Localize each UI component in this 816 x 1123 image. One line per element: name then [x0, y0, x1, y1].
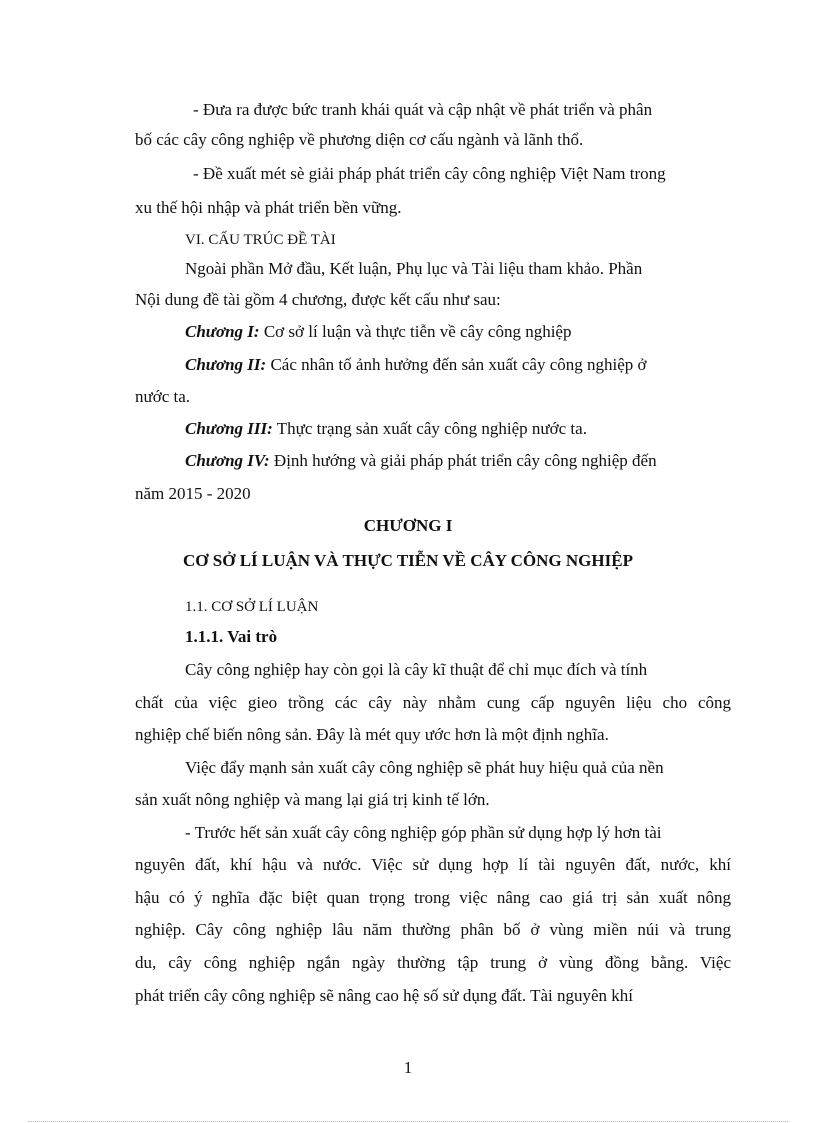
subsection-heading: 1.1.1. Vai trò [185, 627, 278, 646]
chapter-entry [185, 418, 587, 440]
page-number: 1 [403, 1058, 413, 1077]
page-separator [28, 1121, 788, 1122]
chapter-label: Chương II: [185, 355, 267, 374]
paragraph-line: - Trước hết sản xuất cây công nghiệp góp phần sử dụng hợp lý hơn tài [185, 823, 662, 842]
chapter-title: CƠ SỞ LÍ LUẬN VÀ THỰC TIỄN VỀ CÂY CÔNG NGHIỆP [183, 551, 633, 570]
paragraph-line: Nội dung đề tài gồm 4 chương, được kết cấu như sau: [135, 290, 501, 309]
paragraph-line: xu thế hội nhập và phát triển bền vững. [135, 198, 402, 217]
chapter-entry [185, 354, 647, 376]
paragraph-line: năm 2015 - 2020 [135, 484, 251, 503]
paragraph-line: nước ta. [135, 387, 191, 406]
paragraph-line: chất của việc gieo trồng các cây này nhằm cung cấp nguyên liệu cho công [135, 693, 731, 712]
paragraph-line: Ngoài phần Mở đầu, Kết luận, Phụ lục và Tài liệu tham khảo. Phần [185, 259, 643, 278]
paragraph-line: nghiệp chế biến nông sản. Đây là mét quy ước hơn là một định nghĩa. [135, 725, 609, 744]
chapter-text: Cơ sở lí luận và thực tiễn về cây công nghiệp [259, 322, 572, 341]
paragraph-line: Việc đẩy mạnh sản xuất cây công nghiệp sẽ phát huy hiệu quả của nền [185, 758, 664, 777]
chapter-label: Chương IV: [185, 451, 270, 470]
chapter-text: Các nhân tố ảnh hưởng đến sản xuất cây công nghiệp ở [266, 355, 647, 374]
paragraph-line: hậu có ý nghĩa đặc biệt quan trọng trong việc nâng cao giá trị sản xuất nông [135, 888, 731, 907]
paragraph-line: bố các cây công nghiệp về phương diện cơ cấu ngành và lãnh thổ. [135, 130, 584, 149]
paragraph-line: nguyên đất, khí hậu và nước. Việc sử dụng hợp lí tài nguyên đất, nước, khí [135, 855, 731, 874]
paragraph-line: sản xuất nông nghiệp và mang lại giá trị kinh tế lớn. [135, 790, 490, 809]
section-heading: VI. CẤU TRÚC ĐỀ TÀI [185, 232, 336, 248]
chapter-text: Định hướng và giải pháp phát triển cây công nghiệp đến [269, 451, 657, 470]
paragraph-line: - Đưa ra được bức tranh khái quát và cập nhật về phát triển và phân [193, 100, 653, 119]
chapter-text: Thực trạng sản xuất cây công nghiệp nước ta. [272, 419, 587, 438]
chapter-label: Chương I: [185, 322, 260, 341]
chapter-entry [185, 321, 571, 343]
chapter-entry [185, 450, 657, 472]
paragraph-line: phát triển cây công nghiệp sẽ nâng cao hệ số sử dụng đất. Tài nguyên khí [135, 986, 633, 1005]
paragraph-line: du, cây công nghiệp ngắn ngày thường tập trung ở vùng đồng bằng. Việc [135, 953, 731, 972]
paragraph-line: Cây công nghiệp hay còn gọi là cây kĩ thuật để chỉ mục đích và tính [185, 660, 648, 679]
chapter-heading: CHƯƠNG I [363, 516, 453, 535]
chapter-label: Chương III: [185, 419, 273, 438]
paragraph-line: nghiệp. Cây công nghiệp lâu năm thường phân bố ở vùng miền núi và trung [135, 920, 731, 939]
paragraph-line: - Đề xuất mét sè giải pháp phát triển cây công nghiệp Việt Nam trong [193, 164, 666, 183]
section-heading: 1.1. CƠ SỞ LÍ LUẬN [185, 599, 319, 615]
